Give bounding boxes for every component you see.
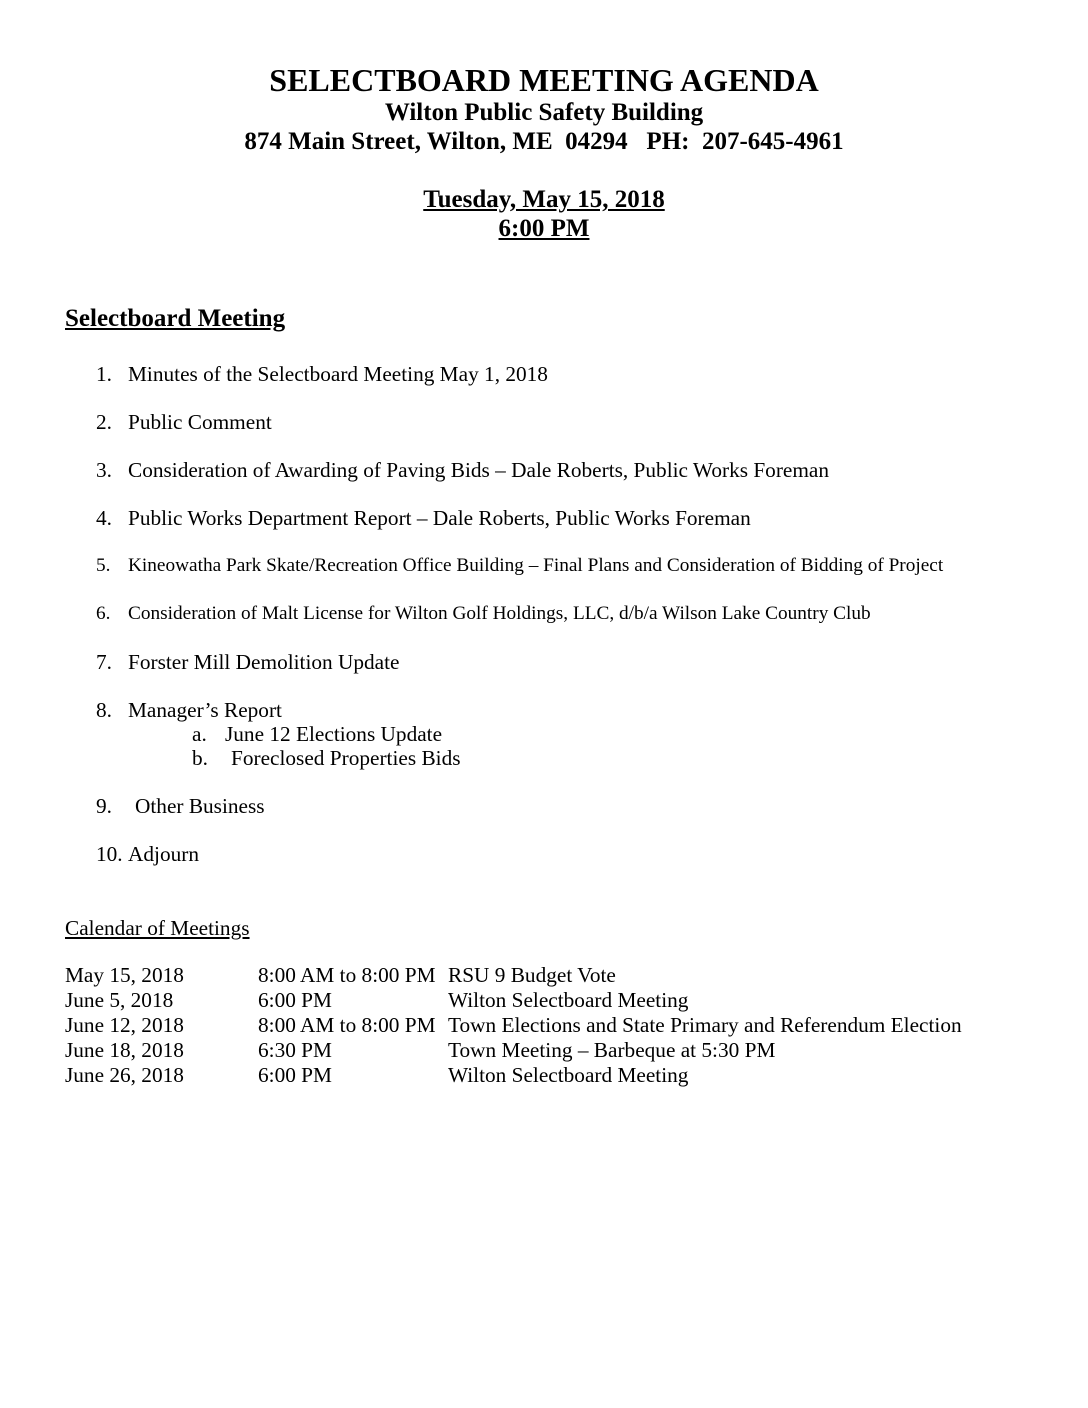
item-number: 3.: [96, 458, 112, 482]
calendar-row: [65, 1063, 1058, 1088]
item-label: Kineowatha Park Skate/Recreation Office Building – Final Plans and Consideration of Bidding of Project: [128, 555, 944, 576]
meeting-date: Tuesday, May 15, 2018: [423, 186, 665, 213]
calendar-event: Town Elections and State Primary and Referendum Election: [448, 1013, 962, 1037]
agenda-item-4: [96, 506, 1048, 530]
item-number: 6.: [96, 603, 111, 624]
item-label: Minutes of the Selectboard Meeting May 1, 2018: [128, 362, 548, 386]
calendar-time: 8:00 AM to 8:00 PM: [258, 1013, 436, 1037]
calendar-time: 6:00 PM: [258, 988, 332, 1012]
calendar-event: Wilton Selectboard Meeting: [448, 988, 689, 1012]
agenda-list: [96, 362, 1048, 866]
calendar-date: June 12, 2018: [65, 1013, 184, 1037]
item-body: [128, 698, 1048, 770]
agenda-item-5: [96, 554, 1048, 578]
item-number: 10.: [96, 842, 123, 866]
meeting-datetime-block: [0, 185, 1088, 243]
agenda-item-8: [96, 698, 1048, 770]
calendar-date: June 5, 2018: [65, 988, 174, 1012]
subitem-label: June 12 Elections Update: [225, 722, 443, 746]
calendar-event: Town Meeting – Barbeque at 5:30 PM: [448, 1038, 776, 1062]
agenda-item-10: [96, 842, 1048, 866]
agenda-item-9: [96, 794, 1048, 818]
agenda-subitem-b: [192, 746, 1048, 770]
calendar-row: [65, 963, 1058, 988]
item-label: Public Comment: [128, 410, 272, 434]
agenda-item-7: [96, 650, 1048, 674]
item-number: 5.: [96, 555, 111, 576]
item-label: Adjourn: [128, 842, 199, 866]
calendar-row: [65, 1013, 1058, 1038]
item-label: Consideration of Awarding of Paving Bids – Dale Roberts, Public Works Foreman: [128, 458, 830, 482]
calendar-time: 6:00 PM: [258, 1063, 332, 1087]
agenda-subitem-a: [192, 722, 1048, 746]
item-number: 1.: [96, 362, 112, 386]
subitem-label: Foreclosed Properties Bids: [231, 746, 461, 770]
calendar-date: May 15, 2018: [65, 963, 184, 987]
venue-line: Wilton Public Safety Building: [384, 99, 704, 126]
item-label: Public Works Department Report – Dale Roberts, Public Works Foreman: [128, 506, 751, 530]
agenda-item-6: [96, 602, 1048, 626]
document-title: SELECTBOARD MEETING AGENDA: [269, 62, 819, 98]
calendar-date: June 26, 2018: [65, 1063, 184, 1087]
item-label: Consideration of Malt License for Wilton Golf Holdings, LLC, d/b/a Wilson Lake Country Club: [128, 603, 871, 624]
calendar-row: [65, 988, 1058, 1013]
document-header: [0, 0, 1088, 243]
item-label: Other Business: [135, 794, 265, 818]
item-number: 9.: [96, 794, 112, 818]
agenda-sublist: [192, 722, 1048, 770]
calendar-time: 6:30 PM: [258, 1038, 332, 1062]
calendar-event: Wilton Selectboard Meeting: [448, 1063, 689, 1087]
agenda-section-heading: Selectboard Meeting: [65, 305, 286, 332]
address-phone-line: 874 Main Street, Wilton, ME 04294 PH: 207-645-4961: [244, 128, 844, 155]
item-number: 8.: [96, 698, 112, 722]
calendar-section-heading: Calendar of Meetings: [65, 916, 250, 940]
item-number: 2.: [96, 410, 112, 434]
calendar-event: RSU 9 Budget Vote: [448, 963, 616, 987]
item-label: Manager’s Report: [128, 698, 282, 722]
subitem-letter: a.: [192, 722, 207, 746]
agenda-item-1: [96, 362, 1048, 386]
calendar-date: June 18, 2018: [65, 1038, 184, 1062]
calendar-table: [65, 963, 1058, 1088]
item-number: 4.: [96, 506, 112, 530]
calendar-row: [65, 1038, 1058, 1063]
agenda-item-3: [96, 458, 1048, 482]
agenda-item-2: [96, 410, 1048, 434]
item-label: Forster Mill Demolition Update: [128, 650, 400, 674]
calendar-time: 8:00 AM to 8:00 PM: [258, 963, 436, 987]
meeting-time: 6:00 PM: [498, 215, 590, 242]
item-number: 7.: [96, 650, 112, 674]
subitem-letter: b.: [192, 746, 208, 770]
